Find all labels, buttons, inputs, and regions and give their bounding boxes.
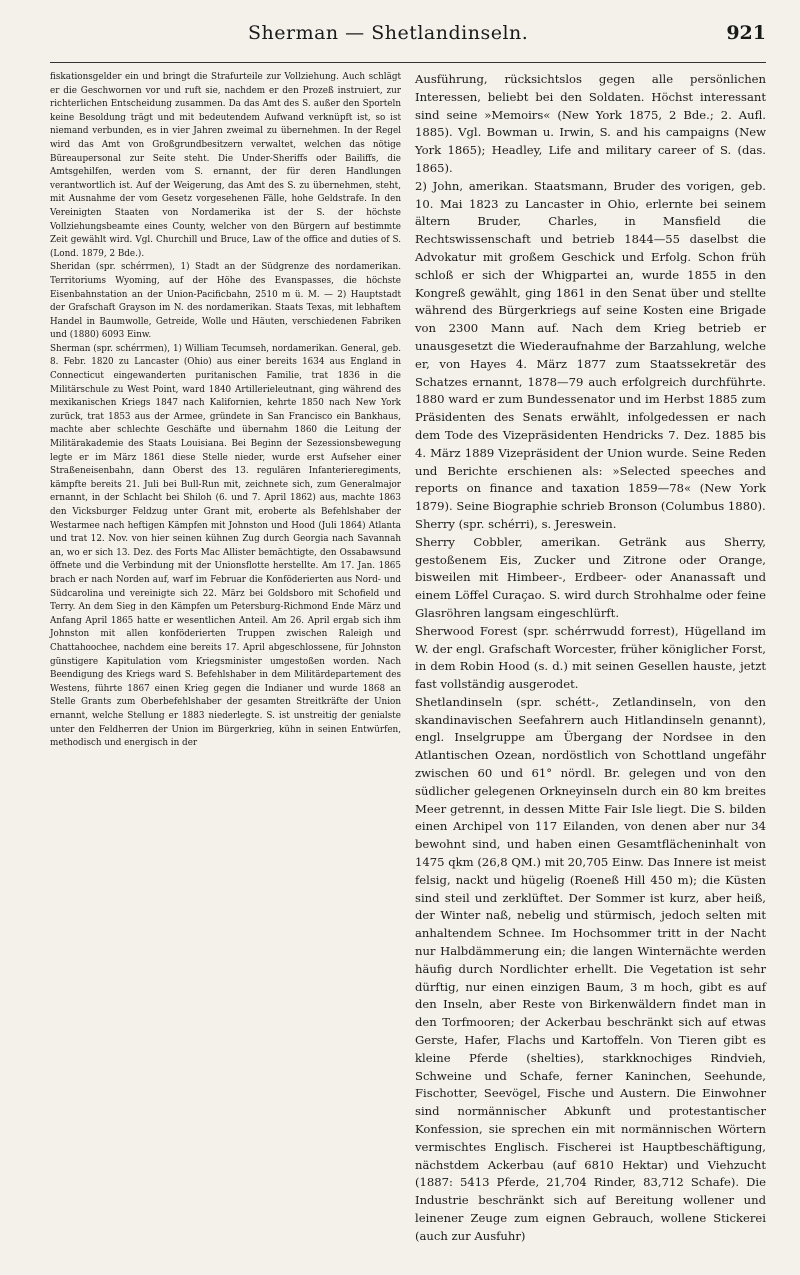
page-number: 921 [726, 22, 766, 44]
entry-paragraph: Shetlandinseln (spr. schétt-, Zetlandinseln, von den skandinavischen Seefahrern auch Hitlandinseln genannt), engl. Inselgruppe am Übergang der Nordsee in den Atlantischen Ozean, nordöstlich von Schottland ungefähr zwischen 60 und 61° nördl. Br. gelegen und von den südlicher gelegenen Orkneyinseln durch ein 80 km breites Meer getrennt, in dessen Mitte Fair Isle liegt. Die S. bilden einen Archipel von 117 Eilanden, von denen aber nur 34 bewohnt sind, und haben einen Gesamtflächeninhalt von 1475 qkm (26,8 QM.) mit 20,705 Einw. Das Innere ist meist felsig, nackt und hügelig (Roeneß Hill 450 m); die Küsten sind steil und zerklüftet. Der Sommer ist kurz, aber heiß, der Winter naß, nebelig und stürmisch, jedoch selten mit anhaltendem Schnee. Im Hochsommer tritt in der Nacht nur Halbdämmerung ein; die langen Winternächte werden häufig durch Nordlichter erhellt. Die Vegetation ist sehr dürftig, nur einen einzigen Baum, 3 m hoch, gibt es auf den Inseln, aber Reste von Birkenwäldern findet man in den Torfmooren; der Ackerbau beschränkt sich auf etwas Gerste, Hafer, Flachs und Kartoffeln. Von Tieren gibt es kleine Pferde (shelties), starkknochiges Rindvieh, Schweine und Schafe, ferner Kaninchen, Seehunde, Fischotter, Seevögel, Fische und Austern. Die Einwohner sind normännischer Abkunft und protestantischer Konfession, sie sprechen ein mit normännischen Wörtern vermischtes Englisch. Fischerei ist Hauptbeschäftigung, nächstdem Ackerbau (auf 6810 Hektar) und Viehzucht (1887: 5413 Pferde, 21,704 Rinder, 83,712 Schafe). Die Industrie beschränkt sich auf Bereitung wollener und leinener Zeuge zum eignen Gebrauch, wollene Stickerei (auch zur Ausfuhr) [415, 694, 766, 1243]
running-title: Sherman — Shetlandinseln. [247, 22, 529, 44]
entry-paragraph: Ausführung, rücksichtslos gegen alle persönlichen Interessen, beliebt bei den Soldaten. Höchst interessant sind seine »Memoirs« (New York 1875, 2 Bde.; 2. Aufl. 1885). Vgl. Bowman u. Irwin, S. and his campaigns (New York 1865); Headley, Life and military career of S. (das. 1865). [415, 72, 766, 175]
left-column [50, 71, 401, 1246]
entry-paragraph: fiskationsgelder ein und bringt die Strafurteile zur Vollziehung. Auch schlägt er die Geschwornen vor und ruft sie, nachdem er den Prozeß instruiert, zur richterlichen Entscheidung zusammen. Da das Amt des S. außer den Sporteln keine Besoldung trägt und mit bedeutendem Aufwand verknüpft ist, so ist niemand verbunden, es in vier Jahren zweimal zu übernehmen. In der Regel wird das Amt von Großgrundbesitzern verwaltet, welchen das nötige Büreaupersonal zur Seite steht. Die Under-Sheriffs oder Bailiffs, die Amtsgehilfen, werden vom S. ernannt, der für deren Handlungen verantwortlich ist. Auf der Weigerung, das Amt des S. zu übernehmen, steht, mit Ausnahme der vom Gesetz vorgesehenen Fälle, hohe Geldstrafe. In den Vereinigten Staaten von Nordamerika ist der S. der höchste Vollziehungsbeamte eines County, welcher von den Bürgern auf bestimmte Zeit gewählt wird. Vgl. Churchill und Bruce, Law of the office and duties of S. (Lond. 1879, 2 Bde.). [50, 72, 401, 259]
entry-paragraph: 2) John, amerikan. Staatsmann, Bruder des vorigen, geb. 10. Mai 1823 zu Lancaster in Ohio, erlernte bei seinem ältern Bruder, Charles, in Mansfield die Rechtswissenschaft und betrieb 1844—55 daselbst die Advokatur mit großem Geschick und Erfolg. Schon früh schloß er sich der Whigpartei an, wurde 1855 in den Kongreß gewählt, ging 1861 in den Senat über und stellte während des Bürgerkriegs auf seine Kosten eine Brigade von 2300 Mann auf. Nach dem Krieg betrieb er unausgesetzt die Wiederaufnahme der Barzahlung, welche er, von Hayes 4. März 1877 zum Staatssekretär des Schatzes ernannt, 1878—79 auch erfolgreich durchführte. 1880 ward er zum Bundessenator und im Herbst 1885 zum Präsidenten des Senats erwählt, infolgedessen er nach dem Tode des Vizepräsidenten Hendricks 7. Dez. 1885 bis 4. März 1889 Vizepräsident der Union wurde. Seine Reden und Berichte erschienen als: »Selected speeches and reports on finance and taxation 1859—78« (New York 1879). Seine Biographie schrieb Bronson (Columbus 1880). [415, 178, 766, 514]
page-header [50, 22, 766, 63]
entry-paragraph: Sheridan (spr. schérrmen), 1) Stadt an der Südgrenze des nordamerikan. Territoriums Wyoming, auf der Höhe des Evanspasses, die höchste Eisenbahnstation an der Union-Pacificbahn, 2510 m ü. M. — 2) Hauptstadt der Grafschaft Grayson im N. des nordamerikan. Staats Texas, mit lebhaftem Handel in Baumwolle, Getreide, Wolle und Häuten, verschiedenen Fabriken und (1880) 6093 Einw. [50, 262, 401, 341]
text-columns [50, 71, 766, 1246]
entry-paragraph: Sherry (spr. schérri), s. Jereswein. [415, 516, 617, 531]
entry-paragraph: Sherry Cobbler, amerikan. Getränk aus Sherry, gestoßenem Eis, Zucker und Zitrone oder Orange, bisweilen mit Himbeer-, Erdbeer- oder Ananassaft und einem Löffel Curaçao. S. wird durch Strohhalme oder feine Glasröhren langsam eingeschlürft. [415, 534, 766, 620]
entry-paragraph: Sherwood Forest (spr. schérrwudd forrest), Hügelland im W. der engl. Grafschaft Worcester, früher königlicher Forst, in dem Robin Hood (s. d.) mit seinen Gesellen hauste, jetzt fast vollständig ausgerodet. [415, 623, 766, 692]
right-column [415, 71, 766, 1246]
entry-paragraph: Sherman (spr. schérrmen), 1) William Tecumseh, nordamerikan. General, geb. 8. Febr. 1820 zu Lancaster (Ohio) aus einer bereits 1634 aus England in Connecticut eingewanderten puritanischen Familie, trat 1836 in die Militärschule zu West Point, ward 1840 Artillerieleutnant, ging während des mexikanischen Kriegs 1847 nach Kalifornien, kehrte 1850 nach New York zurück, trat 1853 aus der Armee, gründete in San Francisco ein Bankhaus, machte aber schlechte Geschäfte und übernahm 1860 die Leitung der Militärakademie des Staats Louisiana. Bei Beginn der Sezessionsbewegung legte er im März 1861 diese Stelle nieder, wurde erst Aufseher einer Straßeneisenbahn, dann Oberst des 13. regulären Infanterieregiments, kämpfte bereits 21. Juli bei Bull-Run mit, zeichnete sich, zum Generalmajor ernannt, in der Schlacht bei Shiloh (6. und 7. April 1862) aus, machte 1863 den Vicksburger Feldzug unter Grant mit, eroberte als Befehlshaber der Westarmee nach heftigen Kämpfen mit Johnston und Hood (Juli 1864) Atlanta und trat 12. Nov. von hier seinen kühnen Zug durch Georgia nach Savannah an, wo er sich 13. Dez. des Forts Mac Allister bemächtigte, den Ossabawsund öffnete und die Verbindung mit der Unionsflotte herstellte. Am 17. Jan. 1865 brach er nach Norden auf, warf im Februar die Konföderierten aus Nord- und Südcarolina und vereinigte sich 22. März bei Goldsboro mit Schofield und Terry. An dem Sieg in den Kämpfen um Petersburg-Richmond Ende März und Anfang April 1865 hatte er wesentlichen Anteil. Am 26. April ergab sich ihm Johnston mit allen konföderierten Truppen zwischen Raleigh und Chattahoochee, nachdem eine bereits 17. April abgeschlossene, für Johnston günstigere Kapitulation vom Kriegsminister umgestoßen worden. Nach Beendigung des Kriegs ward S. Befehlshaber in dem Militärdepartement des Westens, führte 1867 einen Krieg gegen die Indianer und wurde 1868 an Stelle Grants zum Oberbefehlshaber der gesamten Streitkräfte der Union ernannt, welche Stellung er 1883 niederlegte. S. ist unstreitig der genialste unter den Feldherren der Union im Bürgerkrieg, kühn in seinen Entwürfen, methodisch und energisch in der [50, 343, 401, 749]
